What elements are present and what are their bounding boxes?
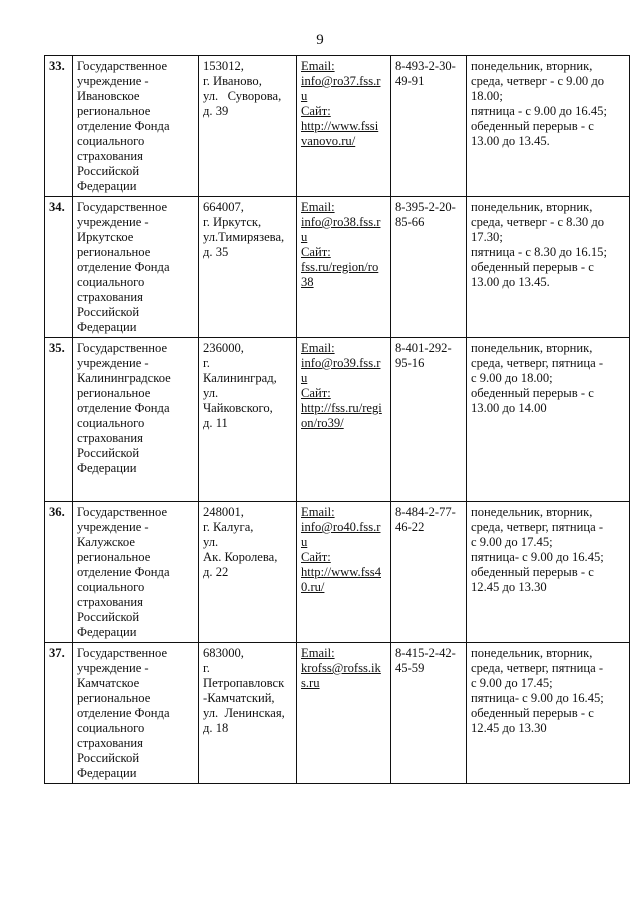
name-line: Государственное (77, 505, 168, 519)
hours-line: среда, четверг, пятница - (471, 661, 604, 675)
hours-line: 17.30; (471, 230, 503, 244)
office-address (199, 197, 297, 338)
address-line: д. 39 (203, 104, 229, 118)
address-line: д. 35 (203, 245, 229, 259)
hours-line: 12.45 до 13.30 (471, 580, 547, 594)
email-link[interactable]: info@ro38.fss.r (301, 215, 381, 229)
address-line: Петропавловск (203, 676, 285, 690)
row-number: 35. (45, 338, 73, 502)
email-link[interactable]: info@ro40.fss.r (301, 520, 381, 534)
name-line: Государственное (77, 341, 168, 355)
email-link[interactable]: u (301, 230, 308, 244)
office-contacts (297, 338, 391, 502)
hours-line: понедельник, вторник, (471, 646, 593, 660)
address-line: 664007, (203, 200, 244, 214)
office-hours (467, 643, 630, 784)
table-row (45, 338, 630, 502)
name-line: отделение Фонда (77, 119, 170, 133)
address-line: ул. Ленинская, (203, 706, 285, 720)
name-line: страхования (77, 290, 143, 304)
site-link[interactable]: fss.ru/region/ro (301, 260, 379, 274)
name-line: Федерации (77, 320, 137, 334)
name-line: Иркутское (77, 230, 134, 244)
name-line: учреждение - (77, 661, 149, 675)
table-row (45, 643, 630, 784)
fss-offices-table (44, 55, 630, 784)
name-line: Калужское (77, 535, 135, 549)
table-row (45, 197, 630, 338)
phone-line: 8-401-292- (395, 341, 452, 355)
row-number: 37. (45, 643, 73, 784)
office-contacts (297, 197, 391, 338)
hours-line: 12.45 до 13.30 (471, 721, 547, 735)
name-line: Российской (77, 446, 140, 460)
hours-line: обеденный перерыв - с (471, 260, 594, 274)
office-phone (391, 197, 467, 338)
name-line: учреждение - (77, 356, 149, 370)
office-contacts (297, 643, 391, 784)
site-link[interactable]: http://www.fssi (301, 119, 379, 133)
email-label: Email: (301, 59, 335, 73)
address-line: г. (203, 661, 210, 675)
name-line: отделение Фонда (77, 401, 170, 415)
name-line: региональное (77, 691, 151, 705)
hours-line: обеденный перерыв - с (471, 565, 594, 579)
phone-line: 46-22 (395, 520, 425, 534)
phone-line: 8-415-2-42- (395, 646, 456, 660)
office-phone (391, 56, 467, 197)
phone-line: 8-484-2-77- (395, 505, 456, 519)
name-line: учреждение - (77, 74, 149, 88)
address-line: г. Иваново, (203, 74, 262, 88)
name-line: Камчатское (77, 676, 140, 690)
name-line: Государственное (77, 200, 168, 214)
site-link[interactable]: on/ro39/ (301, 416, 344, 430)
name-line: социального (77, 416, 145, 430)
hours-line: с 9.00 до 17.45; (471, 676, 553, 690)
name-line: отделение Фонда (77, 706, 170, 720)
address-line: 683000, (203, 646, 244, 660)
office-address (199, 643, 297, 784)
name-line: Федерации (77, 461, 137, 475)
name-line: региональное (77, 104, 151, 118)
office-name (73, 502, 199, 643)
hours-line: 13.00 до 13.45. (471, 275, 550, 289)
office-phone (391, 502, 467, 643)
hours-line: с 9.00 до 18.00; (471, 371, 553, 385)
address-line: д. 22 (203, 565, 229, 579)
address-line: 236000, (203, 341, 244, 355)
site-link[interactable]: 38 (301, 275, 314, 289)
office-hours (467, 502, 630, 643)
email-link[interactable]: u (301, 371, 308, 385)
office-hours (467, 56, 630, 197)
address-line: д. 11 (203, 416, 228, 430)
address-line: 153012, (203, 59, 244, 73)
hours-line: обеденный перерыв - с (471, 706, 594, 720)
site-label: Сайт: (301, 245, 331, 259)
site-label: Сайт: (301, 386, 331, 400)
address-line: ул. (203, 386, 219, 400)
name-line: страхования (77, 595, 143, 609)
name-line: страхования (77, 149, 143, 163)
phone-line: 85-66 (395, 215, 425, 229)
name-line: страхования (77, 736, 143, 750)
hours-line: понедельник, вторник, (471, 59, 593, 73)
email-link[interactable]: s.ru (301, 676, 320, 690)
name-line: Государственное (77, 59, 168, 73)
hours-line: с 9.00 до 17.45; (471, 535, 553, 549)
phone-line: 8-395-2-20- (395, 200, 456, 214)
email-link[interactable]: info@ro37.fss.r (301, 74, 381, 88)
name-line: социального (77, 134, 145, 148)
name-line: Российской (77, 751, 140, 765)
hours-line: 13.00 до 14.00 (471, 401, 547, 415)
email-label: Email: (301, 200, 335, 214)
site-label: Сайт: (301, 104, 331, 118)
hours-line: понедельник, вторник, (471, 505, 593, 519)
hours-line: среда, четверг, пятница - (471, 520, 604, 534)
address-line: 248001, (203, 505, 244, 519)
phone-line: 49-91 (395, 74, 425, 88)
name-line: Российской (77, 305, 140, 319)
hours-line: пятница - с 8.30 до 16.15; (471, 245, 607, 259)
hours-line: обеденный перерыв - с (471, 386, 594, 400)
address-line: д. 18 (203, 721, 229, 735)
name-line: региональное (77, 386, 151, 400)
name-line: Калининградское (77, 371, 171, 385)
office-name (73, 338, 199, 502)
office-hours (467, 338, 630, 502)
site-link[interactable]: 0.ru/ (301, 580, 325, 594)
phone-line: 8-493-2-30- (395, 59, 456, 73)
name-line: отделение Фонда (77, 260, 170, 274)
email-label: Email: (301, 646, 335, 660)
office-name (73, 643, 199, 784)
hours-line: среда, четверг, пятница - (471, 356, 604, 370)
name-line: учреждение - (77, 520, 149, 534)
hours-line: пятница - с 9.00 до 16.45; (471, 104, 607, 118)
name-line: Федерации (77, 179, 137, 193)
name-line: Российской (77, 164, 140, 178)
hours-line: среда, четверг - с 9.00 до (471, 74, 605, 88)
office-phone (391, 338, 467, 502)
office-address (199, 502, 297, 643)
name-line: региональное (77, 550, 151, 564)
table-row (45, 56, 630, 197)
hours-line: 13.00 до 13.45. (471, 134, 550, 148)
hours-line: обеденный перерыв - с (471, 119, 594, 133)
address-line: г. Иркутск, (203, 215, 262, 229)
name-line: Российской (77, 610, 140, 624)
email-link[interactable]: info@ro39.fss.r (301, 356, 381, 370)
address-line: Чайковского, (203, 401, 273, 415)
address-line: г. Калуга, (203, 520, 254, 534)
site-link[interactable]: http://www.fss4 (301, 565, 381, 579)
office-phone (391, 643, 467, 784)
address-line: ул.Тимирязева, (203, 230, 285, 244)
office-contacts (297, 56, 391, 197)
hours-line: понедельник, вторник, (471, 200, 593, 214)
hours-line: пятница- с 9.00 до 16.45; (471, 691, 604, 705)
address-line: г. (203, 356, 210, 370)
name-line: страхования (77, 431, 143, 445)
address-line: -Камчатский, (203, 691, 275, 705)
email-label: Email: (301, 341, 335, 355)
office-name (73, 56, 199, 197)
page-number: 9 (316, 32, 324, 48)
address-line: ул. Суворова, (203, 89, 282, 103)
row-number: 33. (45, 56, 73, 197)
name-line: региональное (77, 245, 151, 259)
site-link[interactable]: vanovo.ru/ (301, 134, 356, 148)
hours-line: среда, четверг - с 8.30 до (471, 215, 605, 229)
name-line: учреждение - (77, 215, 149, 229)
name-line: отделение Фонда (77, 565, 170, 579)
address-line: Ак. Королева, (203, 550, 278, 564)
email-label: Email: (301, 505, 335, 519)
site-label: Сайт: (301, 550, 331, 564)
email-link[interactable]: krofss@rofss.ik (301, 661, 381, 675)
office-address (199, 56, 297, 197)
name-line: Федерации (77, 625, 137, 639)
name-line: социального (77, 721, 145, 735)
name-line: социального (77, 275, 145, 289)
phone-line: 45-59 (395, 661, 425, 675)
name-line: социального (77, 580, 145, 594)
name-line: Государственное (77, 646, 168, 660)
name-line: Ивановское (77, 89, 140, 103)
email-link[interactable]: u (301, 89, 308, 103)
office-contacts (297, 502, 391, 643)
hours-line: понедельник, вторник, (471, 341, 593, 355)
row-number: 36. (45, 502, 73, 643)
hours-line: пятница- с 9.00 до 16.45; (471, 550, 604, 564)
office-name (73, 197, 199, 338)
site-link[interactable]: http://fss.ru/regi (301, 401, 382, 415)
office-hours (467, 197, 630, 338)
row-number: 34. (45, 197, 73, 338)
phone-line: 95-16 (395, 356, 425, 370)
table-row (45, 502, 630, 643)
name-line: Федерации (77, 766, 137, 780)
address-line: ул. (203, 535, 219, 549)
office-address (199, 338, 297, 502)
hours-line: 18.00; (471, 89, 503, 103)
email-link[interactable]: u (301, 535, 308, 549)
address-line: Калининград, (203, 371, 277, 385)
